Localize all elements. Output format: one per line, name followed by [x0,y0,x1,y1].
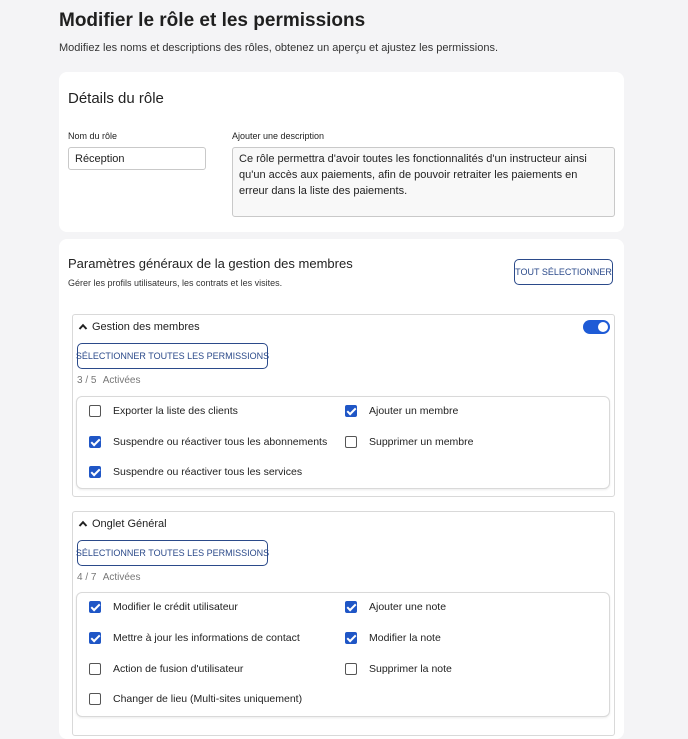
checkbox[interactable] [345,405,357,417]
chevron-up-icon[interactable] [77,518,89,530]
checkbox[interactable] [89,466,101,478]
role-name-label: Nom du rôle [68,131,118,141]
section-title: Paramètres généraux de la gestion des membres [68,256,353,271]
permissions-list [76,396,610,489]
permission-group-member-management [72,314,615,497]
enabled-count [77,572,141,583]
checkbox[interactable] [345,632,357,644]
group-title: Gestion des membres [92,321,200,333]
permission-group-general-tab [72,511,615,736]
description-textarea[interactable]: Ce rôle permettra d'avoir toutes les fonctionnalités d'un instructeur ainsi qu'un accès aux paiements, afin de pouvoir retraiter les paiements en erreur dans la liste des paiements. [232,147,615,217]
role-name-input[interactable]: Réception [68,147,206,170]
member-management-card [59,239,624,739]
permission-item[interactable] [89,466,302,478]
checkbox[interactable] [89,663,101,675]
enabled-count-suffix: Activées [102,572,141,583]
role-details-card [59,72,624,232]
select-all-permissions-button[interactable]: SÉLECTIONNER TOUTES LES PERMISSIONS [77,343,268,369]
group-toggle-switch[interactable] [583,320,610,334]
select-all-button[interactable]: TOUT SÉLECTIONNER [514,259,613,285]
permission-label: Mettre à jour les informations de contact [113,632,300,644]
role-details-title: Détails du rôle [68,90,164,107]
checkbox[interactable] [345,601,357,613]
permission-label: Modifier le crédit utilisateur [113,601,238,613]
permission-label: Suspendre ou réactiver tous les services [113,466,303,478]
group-title: Onglet Général [92,518,167,530]
permission-label: Supprimer un membre [369,436,474,448]
permission-item[interactable] [89,405,238,417]
page-title: Modifier le rôle et les permissions [59,10,366,31]
description-label: Ajouter une description [232,131,325,141]
checkbox[interactable] [89,693,101,705]
page-subtitle: Modifiez les noms et descriptions des rôles, obtenez un aperçu et ajustez les permissions. [59,42,498,54]
permissions-list [76,592,610,717]
permission-item[interactable] [89,693,302,705]
permission-label: Suspendre ou réactiver tous les abonnements [113,436,328,448]
section-description: Gérer les profils utilisateurs, les contrats et les visites. [68,278,283,288]
permission-label: Ajouter une note [369,601,447,613]
permission-item[interactable] [89,436,327,448]
permission-label: Modifier la note [369,632,441,644]
checkbox[interactable] [345,663,357,675]
permission-label: Ajouter un membre [369,405,459,417]
permission-item[interactable] [345,436,473,448]
permission-label: Supprimer la note [369,663,452,675]
permission-label: Changer de lieu (Multi-sites uniquement) [113,693,303,705]
checkbox[interactable] [89,405,101,417]
checkbox[interactable] [89,632,101,644]
permission-label: Exporter la liste des clients [113,405,238,417]
enabled-count [77,375,141,386]
enabled-count-value: 3 / 5 [77,375,97,386]
permission-item[interactable] [345,601,446,613]
select-all-permissions-button[interactable]: SÉLECTIONNER TOUTES LES PERMISSIONS [77,540,268,566]
enabled-count-value: 4 / 7 [77,572,97,583]
permission-label: Action de fusion d'utilisateur [113,663,244,675]
permission-item[interactable] [89,632,300,644]
group-header[interactable] [77,518,167,530]
checkbox[interactable] [89,601,101,613]
enabled-count-suffix: Activées [102,375,141,386]
checkbox[interactable] [89,436,101,448]
group-header[interactable] [77,321,200,333]
permission-item[interactable] [345,405,458,417]
checkbox[interactable] [345,436,357,448]
permission-item[interactable] [89,601,238,613]
permission-item[interactable] [345,663,452,675]
permission-item[interactable] [89,663,243,675]
permission-item[interactable] [345,632,441,644]
chevron-up-icon[interactable] [77,321,89,333]
